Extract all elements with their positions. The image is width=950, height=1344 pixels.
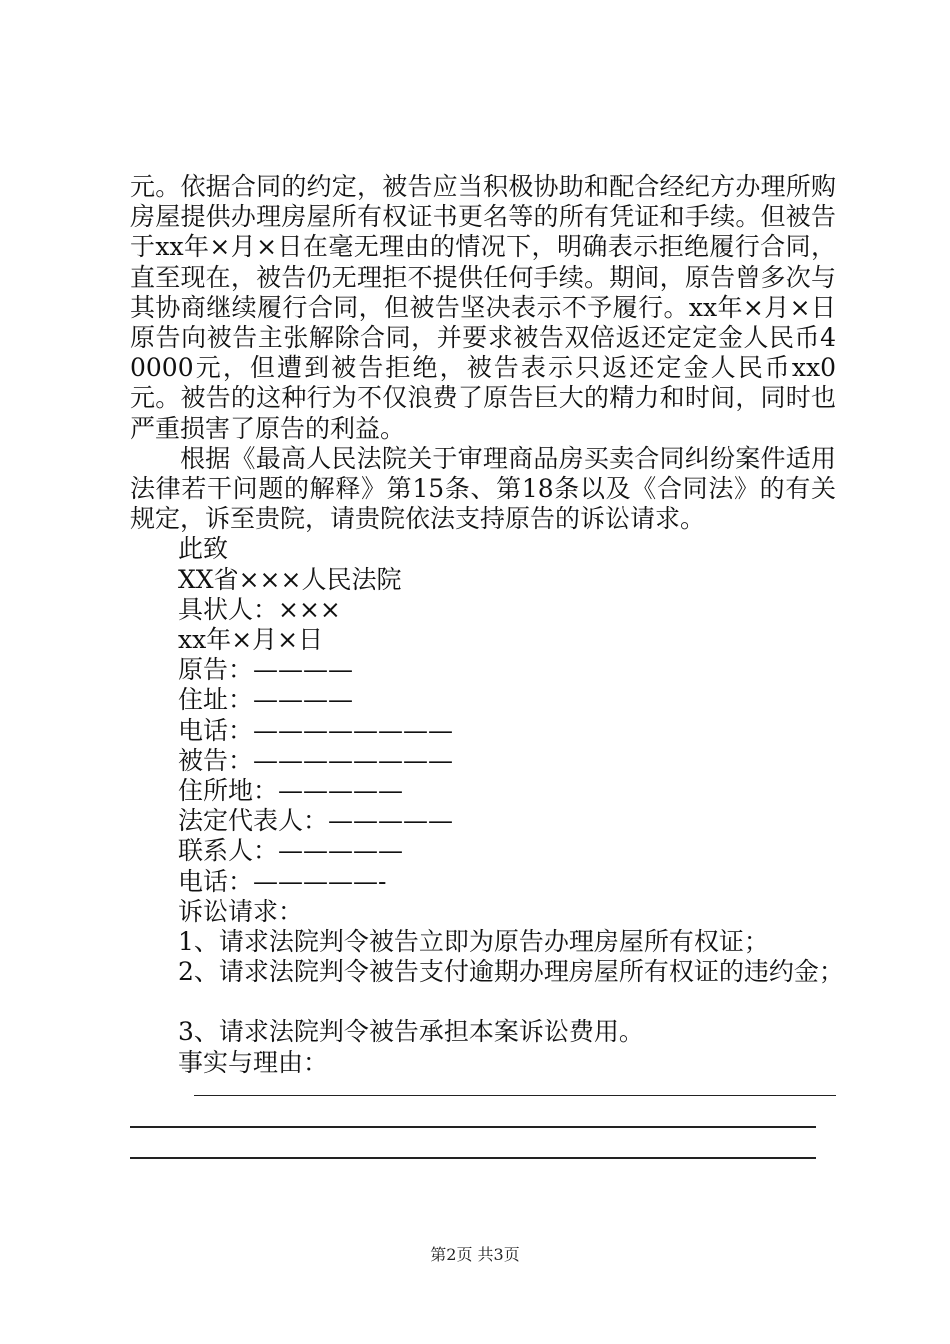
signer-line: 具状人：××× — [178, 594, 341, 624]
claims-title: 诉讼请求： — [178, 896, 304, 926]
date-line: xx年×月×日 — [178, 625, 324, 655]
document-body — [130, 172, 844, 1159]
plaintiff-line: 原告：———— — [178, 655, 354, 685]
defendant-line: 被告：———————— — [178, 745, 454, 775]
phone-line-2: 电话：—————- — [178, 866, 387, 896]
legal-basis-paragraph: 根据《最高人民法院关于审理商品房买卖合同纠纷案件适用法律若干问题的解释》第15条、第18条以及《合同法》的有关规定，诉至贵院，请贵院依法支持原告的诉讼请求。 — [130, 443, 836, 534]
blank-rule — [130, 1157, 816, 1159]
contact-line: 联系人：————— — [178, 836, 404, 866]
salutation: 此致 — [178, 534, 229, 564]
claim-item: 1、请求法院判令被告立即为原告办理房屋所有权证； — [178, 927, 769, 957]
phone-line: 电话：———————— — [178, 715, 454, 745]
facts-title: 事实与理由： — [178, 1047, 329, 1077]
address-line: 住址：———— — [178, 685, 354, 715]
blank-rule — [130, 1126, 816, 1128]
blank-rule — [194, 1095, 836, 1097]
legal-rep-line: 法定代表人：————— — [178, 806, 454, 836]
claim-item: 3、请求法院判令被告承担本案诉讼费用。 — [178, 1017, 644, 1047]
blank-rules — [130, 1095, 836, 1159]
page-indicator: 第2页 共3页 — [430, 1245, 520, 1264]
facts-paragraph: 元。依据合同的约定，被告应当积极协助和配合经纪方办理所购房屋提供办理房屋所有权证书更名等的所有凭证和手续。但被告于xx年×月×日在毫无理由的情况下，明确表示拒绝履行合同，直至现在，被告仍无理拒不提供任何手续。期间，原告曾多次与其协商继续履行合同，但被告坚决表示不予履行。xx年×月×日原告向被告主张解除合同，并要求被告双倍返还定定金人民币40000元，但遭到被告拒绝，被告表示只返还定金人民币xx0元。被告的这种行为不仅浪费了原告巨大的精力和时间，同时也严重损害了原告的利益。 — [130, 172, 836, 443]
court-name: XX省×××人民法院 — [178, 564, 402, 594]
domicile-line: 住所地：————— — [178, 776, 404, 806]
claim-item: 2、请求法院判令被告支付逾期办理房屋所有权证的违约金； — [178, 957, 844, 987]
blank-gap — [130, 987, 836, 1017]
